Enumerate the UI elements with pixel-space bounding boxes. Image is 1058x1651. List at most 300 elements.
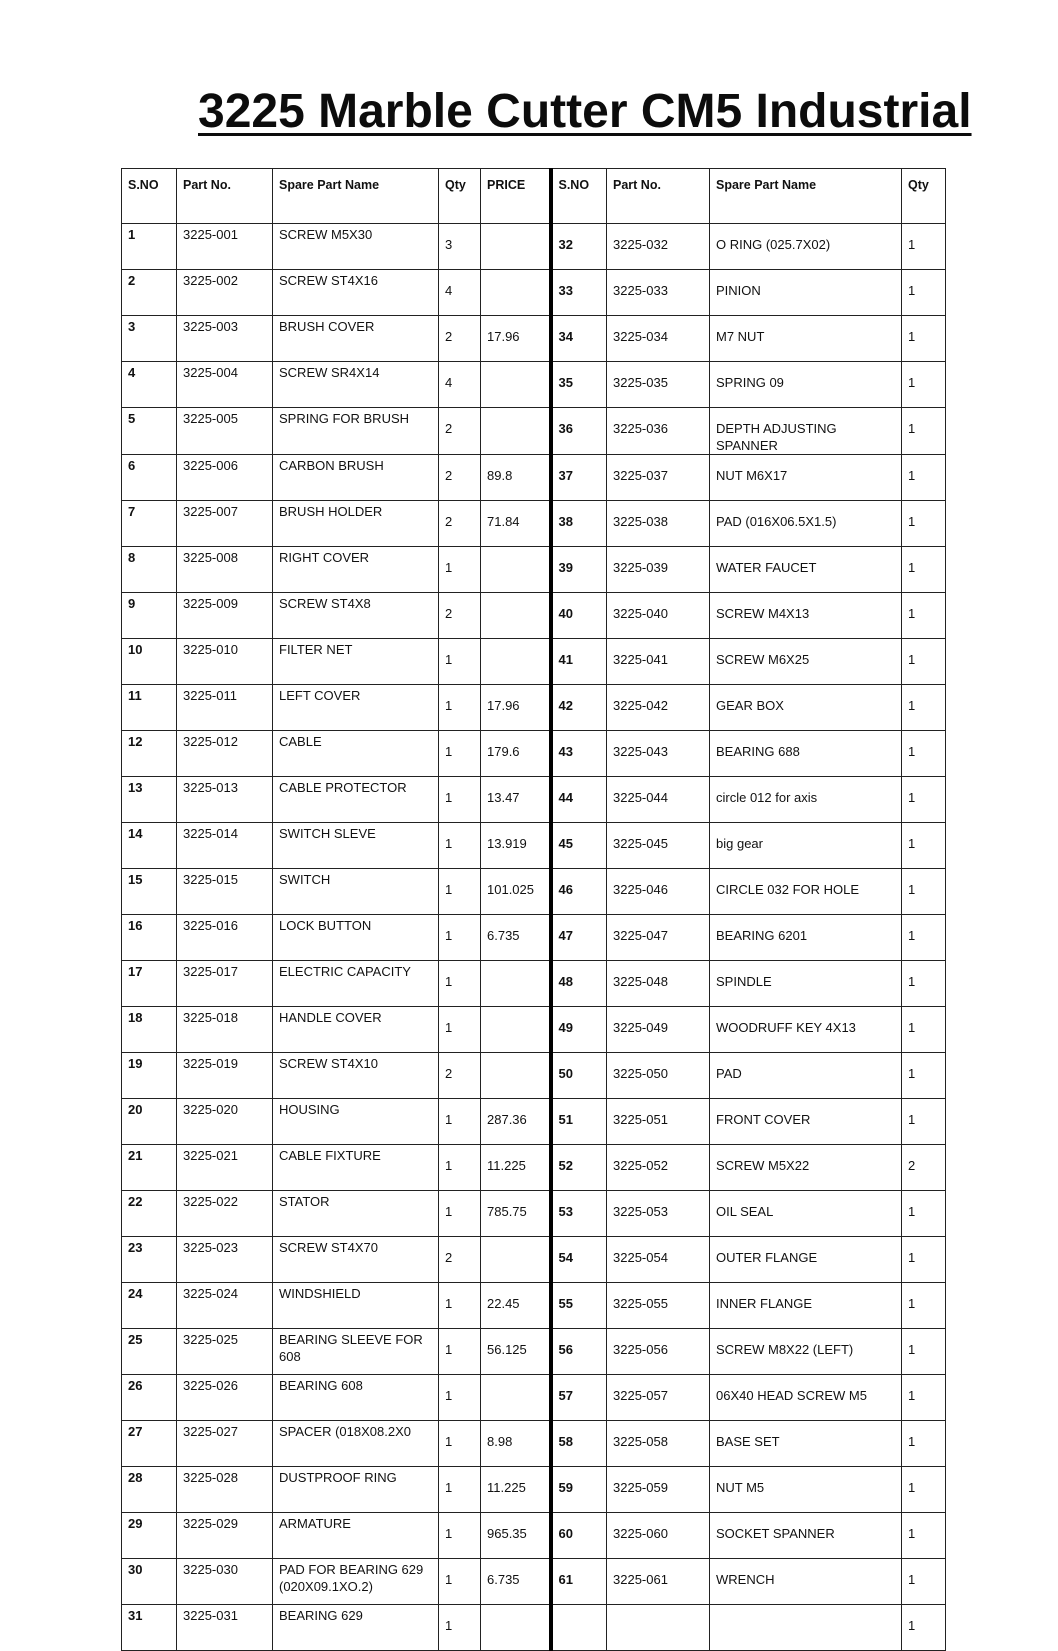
price-cell: [481, 1605, 551, 1651]
sno-cell-right: 37: [551, 455, 607, 501]
sno-cell: 20: [122, 1099, 177, 1145]
header-price: PRICE: [481, 169, 551, 224]
part-name-cell: PAD FOR BEARING 629 (020X09.1XO.2): [273, 1559, 439, 1605]
sno-cell-right: 50: [551, 1053, 607, 1099]
table-row: [122, 1099, 946, 1145]
qty-cell: 1: [439, 639, 481, 685]
part-name-cell-right: SOCKET SPANNER: [710, 1513, 902, 1559]
sno-cell: 28: [122, 1467, 177, 1513]
table-row: [122, 362, 946, 408]
qty-cell-right: 1: [902, 455, 946, 501]
part-no-cell: 3225-030: [177, 1559, 273, 1605]
part-no-cell-right: 3225-042: [607, 685, 710, 731]
table-row: [122, 1237, 946, 1283]
qty-cell: 2: [439, 1237, 481, 1283]
part-no-cell: 3225-021: [177, 1145, 273, 1191]
qty-cell: 2: [439, 501, 481, 547]
qty-cell-right: 1: [902, 869, 946, 915]
sno-cell: 11: [122, 685, 177, 731]
table-row: [122, 1513, 946, 1559]
sno-cell: 13: [122, 777, 177, 823]
qty-cell-right: 1: [902, 408, 946, 455]
part-name-cell-right: O RING (025.7X02): [710, 224, 902, 270]
qty-cell: 1: [439, 1099, 481, 1145]
sno-cell-right: 33: [551, 270, 607, 316]
sno-cell-right: 36: [551, 408, 607, 455]
part-no-cell: 3225-009: [177, 593, 273, 639]
price-cell: 965.35: [481, 1513, 551, 1559]
header-sno-right: S.NO: [551, 169, 607, 224]
sno-cell: 23: [122, 1237, 177, 1283]
part-no-cell: 3225-024: [177, 1283, 273, 1329]
sno-cell: 5: [122, 408, 177, 455]
qty-cell-right: 1: [902, 1559, 946, 1605]
part-no-cell-right: 3225-057: [607, 1375, 710, 1421]
part-name-cell-right: SCREW M5X22: [710, 1145, 902, 1191]
qty-cell-right: 1: [902, 1605, 946, 1651]
part-name-cell-right: WATER FAUCET: [710, 547, 902, 593]
part-no-cell: 3225-014: [177, 823, 273, 869]
sno-cell: 26: [122, 1375, 177, 1421]
part-no-cell: 3225-001: [177, 224, 273, 270]
price-cell: 13.47: [481, 777, 551, 823]
table-row: [122, 1283, 946, 1329]
price-cell: 89.8: [481, 455, 551, 501]
part-no-cell: 3225-019: [177, 1053, 273, 1099]
part-no-cell-right: 3225-045: [607, 823, 710, 869]
table-row: [122, 1375, 946, 1421]
sno-cell: 25: [122, 1329, 177, 1375]
qty-cell: 1: [439, 1467, 481, 1513]
part-no-cell-right: 3225-053: [607, 1191, 710, 1237]
header-spare-part-name-right: Spare Part Name: [710, 169, 902, 224]
price-cell: 11.225: [481, 1467, 551, 1513]
part-no-cell: 3225-004: [177, 362, 273, 408]
sno-cell: 24: [122, 1283, 177, 1329]
part-name-cell: CABLE PROTECTOR: [273, 777, 439, 823]
sno-cell: 27: [122, 1421, 177, 1467]
part-name-cell: SCREW SR4X14: [273, 362, 439, 408]
sno-cell: 10: [122, 639, 177, 685]
part-name-cell-right: 06X40 HEAD SCREW M5: [710, 1375, 902, 1421]
part-no-cell: 3225-010: [177, 639, 273, 685]
sno-cell: 12: [122, 731, 177, 777]
part-name-cell: SPACER (018X08.2X0: [273, 1421, 439, 1467]
qty-cell-right: 1: [902, 1191, 946, 1237]
qty-cell-right: 2: [902, 1145, 946, 1191]
part-name-cell: CARBON BRUSH: [273, 455, 439, 501]
part-name-cell: SWITCH: [273, 869, 439, 915]
qty-cell: 2: [439, 593, 481, 639]
part-name-cell-right: big gear: [710, 823, 902, 869]
qty-cell-right: 1: [902, 224, 946, 270]
part-name-cell: STATOR: [273, 1191, 439, 1237]
sno-cell-right: 57: [551, 1375, 607, 1421]
part-no-cell-right: 3225-033: [607, 270, 710, 316]
part-name-cell: SPRING FOR BRUSH: [273, 408, 439, 455]
qty-cell-right: 1: [902, 1329, 946, 1375]
qty-cell-right: 1: [902, 316, 946, 362]
part-name-cell: LEFT COVER: [273, 685, 439, 731]
part-no-cell: 3225-013: [177, 777, 273, 823]
part-name-cell-right: SPRING 09: [710, 362, 902, 408]
price-cell: [481, 961, 551, 1007]
table-row: [122, 408, 946, 455]
part-no-cell: 3225-003: [177, 316, 273, 362]
table-row: [122, 1605, 946, 1651]
part-no-cell-right: 3225-032: [607, 224, 710, 270]
part-no-cell: 3225-023: [177, 1237, 273, 1283]
qty-cell: 1: [439, 915, 481, 961]
table-row: [122, 224, 946, 270]
price-cell: 8.98: [481, 1421, 551, 1467]
price-cell: 101.025: [481, 869, 551, 915]
qty-cell-right: 1: [902, 501, 946, 547]
sno-cell: 6: [122, 455, 177, 501]
part-no-cell: 3225-012: [177, 731, 273, 777]
qty-cell: 1: [439, 961, 481, 1007]
price-cell: 56.125: [481, 1329, 551, 1375]
sno-cell: 21: [122, 1145, 177, 1191]
sno-cell-right: 58: [551, 1421, 607, 1467]
table-row: [122, 455, 946, 501]
part-no-cell-right: 3225-049: [607, 1007, 710, 1053]
part-no-cell-right: 3225-038: [607, 501, 710, 547]
sno-cell-right: 39: [551, 547, 607, 593]
qty-cell-right: 1: [902, 731, 946, 777]
sno-cell: 4: [122, 362, 177, 408]
sno-cell-right: 34: [551, 316, 607, 362]
qty-cell-right: 1: [902, 362, 946, 408]
qty-cell: 1: [439, 1513, 481, 1559]
part-name-cell: CABLE: [273, 731, 439, 777]
part-no-cell-right: 3225-055: [607, 1283, 710, 1329]
table-row: [122, 1559, 946, 1605]
table-row: [122, 1421, 946, 1467]
table-row: [122, 777, 946, 823]
price-cell: [481, 1053, 551, 1099]
qty-cell: 1: [439, 731, 481, 777]
qty-cell: 4: [439, 362, 481, 408]
part-no-cell: 3225-016: [177, 915, 273, 961]
qty-cell-right: 1: [902, 1513, 946, 1559]
qty-cell: 1: [439, 1283, 481, 1329]
part-no-cell-right: 3225-054: [607, 1237, 710, 1283]
part-name-cell: HANDLE COVER: [273, 1007, 439, 1053]
qty-cell-right: 1: [902, 1421, 946, 1467]
sno-cell-right: 47: [551, 915, 607, 961]
qty-cell-right: 1: [902, 1053, 946, 1099]
table-row: [122, 1467, 946, 1513]
part-no-cell-right: 3225-050: [607, 1053, 710, 1099]
price-cell: 179.6: [481, 731, 551, 777]
part-no-cell-right: 3225-034: [607, 316, 710, 362]
part-no-cell-right: 3225-048: [607, 961, 710, 1007]
part-name-cell-right: PINION: [710, 270, 902, 316]
part-no-cell: 3225-018: [177, 1007, 273, 1053]
sno-cell: 2: [122, 270, 177, 316]
table-row: [122, 593, 946, 639]
table-row: [122, 1053, 946, 1099]
price-cell: [481, 1007, 551, 1053]
spare-parts-table: [121, 168, 946, 1651]
table-header-row: [122, 169, 946, 224]
qty-cell-right: 1: [902, 547, 946, 593]
part-name-cell: SCREW ST4X70: [273, 1237, 439, 1283]
part-name-cell: BEARING 608: [273, 1375, 439, 1421]
part-no-cell-right: 3225-052: [607, 1145, 710, 1191]
table-row: [122, 316, 946, 362]
qty-cell: 1: [439, 547, 481, 593]
part-no-cell: 3225-028: [177, 1467, 273, 1513]
sno-cell-right: 55: [551, 1283, 607, 1329]
sno-cell: 1: [122, 224, 177, 270]
part-name-cell: DUSTPROOF RING: [273, 1467, 439, 1513]
sno-cell-right: 32: [551, 224, 607, 270]
table-row: [122, 915, 946, 961]
price-cell: [481, 639, 551, 685]
price-cell: [481, 547, 551, 593]
part-name-cell-right: WRENCH: [710, 1559, 902, 1605]
part-no-cell-right: 3225-059: [607, 1467, 710, 1513]
part-name-cell: BRUSH COVER: [273, 316, 439, 362]
qty-cell-right: 1: [902, 1467, 946, 1513]
sno-cell-right: 42: [551, 685, 607, 731]
part-no-cell: 3225-022: [177, 1191, 273, 1237]
price-cell: 13.919: [481, 823, 551, 869]
table-row: [122, 1007, 946, 1053]
part-no-cell-right: 3225-044: [607, 777, 710, 823]
sno-cell-right: 60: [551, 1513, 607, 1559]
qty-cell: 1: [439, 685, 481, 731]
part-name-cell-right: OUTER FLANGE: [710, 1237, 902, 1283]
price-cell: [481, 1375, 551, 1421]
table-row: [122, 823, 946, 869]
qty-cell: 1: [439, 1191, 481, 1237]
table-row: [122, 869, 946, 915]
part-name-cell-right: NUT M5: [710, 1467, 902, 1513]
header-qty-right: Qty: [902, 169, 946, 224]
part-no-cell-right: 3225-047: [607, 915, 710, 961]
part-no-cell: 3225-020: [177, 1099, 273, 1145]
part-name-cell: BEARING SLEEVE FOR 608: [273, 1329, 439, 1375]
sno-cell-right: 41: [551, 639, 607, 685]
qty-cell: 1: [439, 1145, 481, 1191]
part-no-cell: 3225-025: [177, 1329, 273, 1375]
sno-cell: 29: [122, 1513, 177, 1559]
sno-cell-right: 49: [551, 1007, 607, 1053]
sno-cell-right: 61: [551, 1559, 607, 1605]
price-cell: [481, 1237, 551, 1283]
part-no-cell-right: 3225-037: [607, 455, 710, 501]
table-row: [122, 685, 946, 731]
part-name-cell-right: BEARING 6201: [710, 915, 902, 961]
part-no-cell-right: 3225-061: [607, 1559, 710, 1605]
sno-cell: 7: [122, 501, 177, 547]
price-cell: 17.96: [481, 685, 551, 731]
qty-cell-right: 1: [902, 823, 946, 869]
part-name-cell-right: INNER FLANGE: [710, 1283, 902, 1329]
sno-cell-right: 59: [551, 1467, 607, 1513]
qty-cell: 2: [439, 408, 481, 455]
header-part-no: Part No.: [177, 169, 273, 224]
header-qty: Qty: [439, 169, 481, 224]
part-name-cell-right: BEARING 688: [710, 731, 902, 777]
part-no-cell-right: 3225-041: [607, 639, 710, 685]
part-no-cell-right: 3225-046: [607, 869, 710, 915]
qty-cell: 2: [439, 455, 481, 501]
part-name-cell-right: FRONT COVER: [710, 1099, 902, 1145]
qty-cell-right: 1: [902, 639, 946, 685]
part-name-cell: BRUSH HOLDER: [273, 501, 439, 547]
sno-cell-right: 46: [551, 869, 607, 915]
part-name-cell: SCREW ST4X16: [273, 270, 439, 316]
part-no-cell-right: 3225-040: [607, 593, 710, 639]
part-name-cell: CABLE FIXTURE: [273, 1145, 439, 1191]
sno-cell-right: 45: [551, 823, 607, 869]
part-name-cell-right: circle 012 for axis: [710, 777, 902, 823]
part-no-cell-right: 3225-058: [607, 1421, 710, 1467]
sno-cell-right: 48: [551, 961, 607, 1007]
part-no-cell-right: 3225-060: [607, 1513, 710, 1559]
sno-cell: 19: [122, 1053, 177, 1099]
qty-cell: 1: [439, 1421, 481, 1467]
sno-cell-right: 38: [551, 501, 607, 547]
part-name-cell-right: WOODRUFF KEY 4X13: [710, 1007, 902, 1053]
qty-cell-right: 1: [902, 961, 946, 1007]
part-no-cell: 3225-015: [177, 869, 273, 915]
part-name-cell-right: NUT M6X17: [710, 455, 902, 501]
part-name-cell: BEARING 629: [273, 1605, 439, 1651]
price-cell: 6.735: [481, 915, 551, 961]
part-no-cell: 3225-027: [177, 1421, 273, 1467]
part-name-cell: ELECTRIC CAPACITY: [273, 961, 439, 1007]
sno-cell-right: 35: [551, 362, 607, 408]
part-no-cell: 3225-002: [177, 270, 273, 316]
qty-cell-right: 1: [902, 1375, 946, 1421]
table-body: [122, 224, 946, 1651]
qty-cell: 4: [439, 270, 481, 316]
part-no-cell: 3225-031: [177, 1605, 273, 1651]
sno-cell: 18: [122, 1007, 177, 1053]
sno-cell-right: 44: [551, 777, 607, 823]
qty-cell-right: 1: [902, 1099, 946, 1145]
part-name-cell: FILTER NET: [273, 639, 439, 685]
part-no-cell-right: 3225-043: [607, 731, 710, 777]
qty-cell: 2: [439, 316, 481, 362]
part-name-cell-right: PAD (016X06.5X1.5): [710, 501, 902, 547]
part-no-cell: 3225-005: [177, 408, 273, 455]
sno-cell: 31: [122, 1605, 177, 1651]
table-row: [122, 731, 946, 777]
part-name-cell-right: SPINDLE: [710, 961, 902, 1007]
sno-cell-right: 52: [551, 1145, 607, 1191]
part-name-cell-right: SCREW M8X22 (LEFT): [710, 1329, 902, 1375]
sno-cell: 14: [122, 823, 177, 869]
price-cell: 17.96: [481, 316, 551, 362]
sno-cell: 17: [122, 961, 177, 1007]
part-name-cell-right: SCREW M4X13: [710, 593, 902, 639]
price-cell: [481, 593, 551, 639]
price-cell: 6.735: [481, 1559, 551, 1605]
part-no-cell-right: [607, 1605, 710, 1651]
part-no-cell: 3225-029: [177, 1513, 273, 1559]
sno-cell-right: 56: [551, 1329, 607, 1375]
qty-cell: 1: [439, 1605, 481, 1651]
part-name-cell-right: PAD: [710, 1053, 902, 1099]
part-no-cell: 3225-008: [177, 547, 273, 593]
sno-cell: 16: [122, 915, 177, 961]
qty-cell: 1: [439, 869, 481, 915]
header-spare-part-name: Spare Part Name: [273, 169, 439, 224]
sno-cell-right: 54: [551, 1237, 607, 1283]
part-name-cell-right: M7 NUT: [710, 316, 902, 362]
qty-cell: 1: [439, 1375, 481, 1421]
part-name-cell: ARMATURE: [273, 1513, 439, 1559]
page-title: 3225 Marble Cutter CM5 Industrial: [198, 85, 972, 138]
part-no-cell-right: 3225-039: [607, 547, 710, 593]
qty-cell-right: 1: [902, 685, 946, 731]
qty-cell-right: 1: [902, 777, 946, 823]
table-row: [122, 1191, 946, 1237]
qty-cell-right: 1: [902, 593, 946, 639]
qty-cell: 1: [439, 1559, 481, 1605]
price-cell: [481, 362, 551, 408]
table-row: [122, 639, 946, 685]
sno-cell: 15: [122, 869, 177, 915]
part-no-cell: 3225-007: [177, 501, 273, 547]
qty-cell: 1: [439, 1007, 481, 1053]
part-name-cell-right: CIRCLE 032 FOR HOLE: [710, 869, 902, 915]
part-name-cell: LOCK BUTTON: [273, 915, 439, 961]
qty-cell-right: 1: [902, 1283, 946, 1329]
part-no-cell: 3225-026: [177, 1375, 273, 1421]
part-no-cell: 3225-006: [177, 455, 273, 501]
qty-cell: 1: [439, 1329, 481, 1375]
table-row: [122, 501, 946, 547]
price-cell: 71.84: [481, 501, 551, 547]
sno-cell-right: 53: [551, 1191, 607, 1237]
part-name-cell: HOUSING: [273, 1099, 439, 1145]
qty-cell: 1: [439, 777, 481, 823]
part-no-cell-right: 3225-035: [607, 362, 710, 408]
table-row: [122, 1329, 946, 1375]
table-row: [122, 961, 946, 1007]
part-name-cell-right: OIL SEAL: [710, 1191, 902, 1237]
price-cell: 11.225: [481, 1145, 551, 1191]
qty-cell-right: 1: [902, 1237, 946, 1283]
sno-cell: 3: [122, 316, 177, 362]
part-name-cell-right: DEPTH ADJUSTING SPANNER: [710, 408, 902, 455]
qty-cell-right: 1: [902, 1007, 946, 1053]
part-no-cell: 3225-011: [177, 685, 273, 731]
qty-cell-right: 1: [902, 270, 946, 316]
part-name-cell-right: GEAR BOX: [710, 685, 902, 731]
table-row: [122, 270, 946, 316]
table-row: [122, 1145, 946, 1191]
sno-cell-right: 51: [551, 1099, 607, 1145]
header-sno: S.NO: [122, 169, 177, 224]
part-name-cell: SWITCH SLEVE: [273, 823, 439, 869]
sno-cell: 8: [122, 547, 177, 593]
table-row: [122, 547, 946, 593]
sno-cell-right: [551, 1605, 607, 1651]
price-cell: 287.36: [481, 1099, 551, 1145]
price-cell: 785.75: [481, 1191, 551, 1237]
price-cell: [481, 270, 551, 316]
qty-cell: 2: [439, 1053, 481, 1099]
part-name-cell-right: BASE SET: [710, 1421, 902, 1467]
